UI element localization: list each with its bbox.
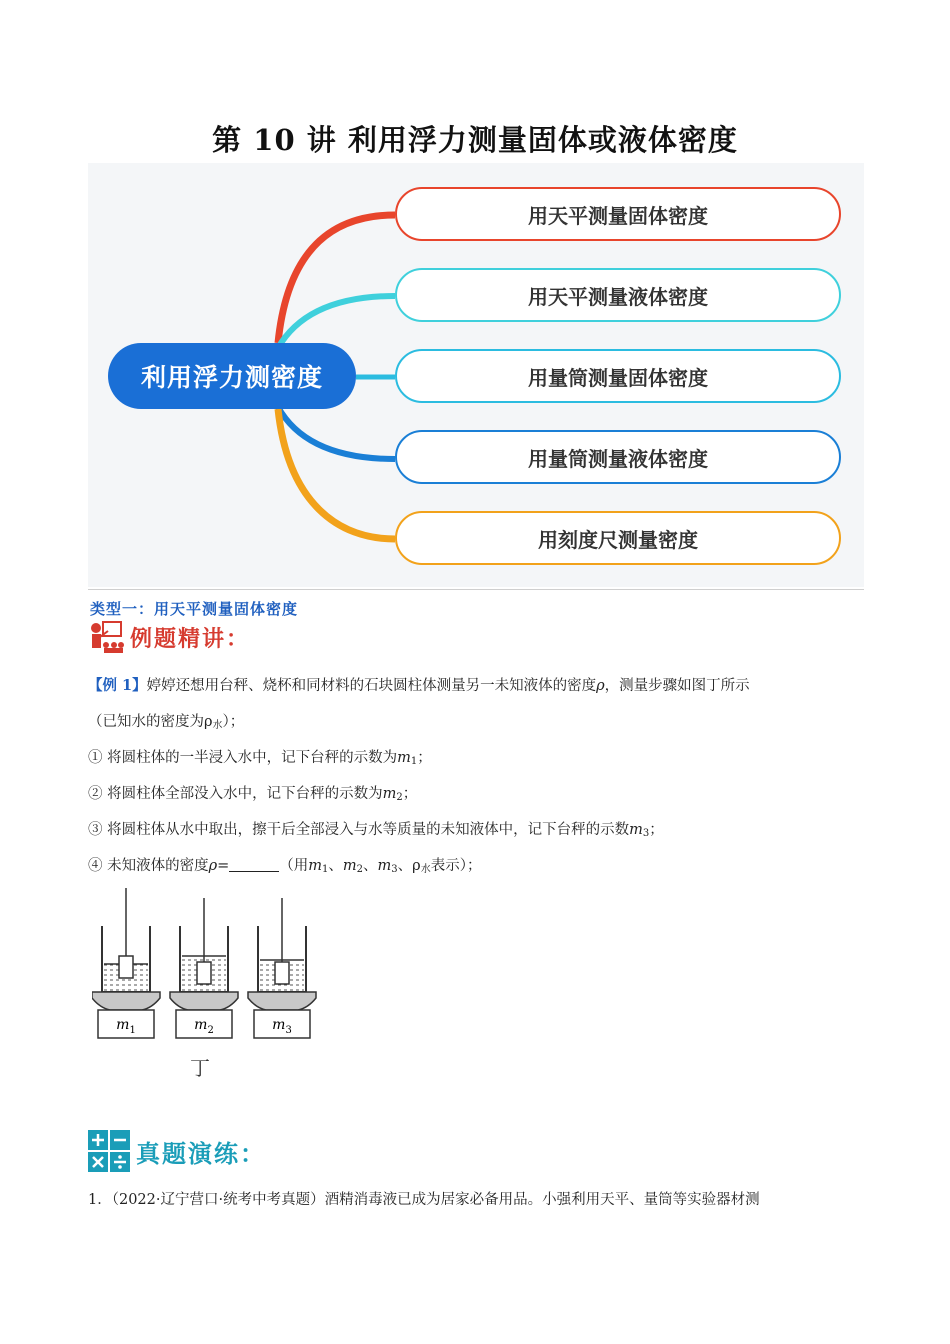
scale-label-3: $m_3$ bbox=[272, 1017, 292, 1036]
example-line-1: 【例 1】婷婷还想用台秤、烧杯和同材料的石块圆柱体测量另一未知液体的密度ρ，测量步骤如图丁所示 bbox=[88, 677, 750, 694]
scale-label-2: $m_2$ bbox=[194, 1017, 214, 1036]
setup-2 bbox=[170, 898, 238, 1038]
experiment-figure bbox=[92, 888, 332, 1052]
branch-liquid-cylinder: 用量筒测量液体密度 bbox=[395, 430, 841, 484]
practice-section-label: 真题演练： bbox=[136, 1138, 266, 1168]
branch-liquid-balance: 用天平测量液体密度 bbox=[395, 268, 841, 322]
teacher-icon bbox=[88, 620, 124, 654]
figure-caption: 丁 bbox=[190, 1056, 210, 1080]
scale-beaker-diagram bbox=[92, 888, 332, 1048]
example-tag: 【例 1】 bbox=[88, 677, 147, 694]
branch-solid-balance: 用天平测量固体密度 bbox=[395, 187, 841, 241]
branch-ruler: 用刻度尺测量密度 bbox=[395, 511, 841, 565]
answer-blank[interactable] bbox=[229, 857, 279, 872]
page-title: 第 10 讲 利用浮力测量固体或液体密度 bbox=[212, 123, 738, 157]
question-1: 1．（2022·辽宁营口·统考中考真题）酒精消毒液已成为居家必备用品。小强利用天平、量筒等实验器材测 bbox=[88, 1192, 760, 1208]
example-step-2: ② 将圆柱体全部没入水中，记下台秤的示数为$m_2$； bbox=[88, 786, 418, 803]
branch-connector-2 bbox=[278, 296, 395, 348]
setup-1 bbox=[92, 888, 160, 1038]
branch-solid-cylinder: 用量筒测量固体密度 bbox=[395, 349, 841, 403]
scale-label-1: $m_1$ bbox=[116, 1017, 136, 1036]
example-step-4: ④ 未知液体的密度ρ= （用$m_1$、$m_2$、$m_3$、$\rho_水$表示）； bbox=[88, 858, 482, 875]
setup-3 bbox=[248, 898, 316, 1038]
practice-section-heading bbox=[88, 1130, 266, 1172]
example-section-heading bbox=[88, 620, 250, 654]
type-heading: 类型一：用天平测量固体密度 bbox=[90, 600, 299, 618]
calculator-icon bbox=[88, 1130, 130, 1172]
example-line-2: （已知水的密度为$\rho_水$）； bbox=[88, 714, 245, 731]
example-step-1: ① 将圆柱体的一半浸入水中，记下台秤的示数为$m_1$； bbox=[88, 750, 432, 767]
mind-map bbox=[88, 163, 864, 587]
branch-connector-4 bbox=[278, 407, 395, 459]
example-section-label: 例题精讲： bbox=[130, 625, 251, 652]
mind-map-root: 利用浮力测密度 bbox=[108, 343, 356, 409]
example-step-3: ③ 将圆柱体从水中取出，擦干后全部浸入与水等质量的未知液体中，记下台秤的示数$m_3$； bbox=[88, 822, 664, 839]
divider bbox=[88, 589, 864, 590]
